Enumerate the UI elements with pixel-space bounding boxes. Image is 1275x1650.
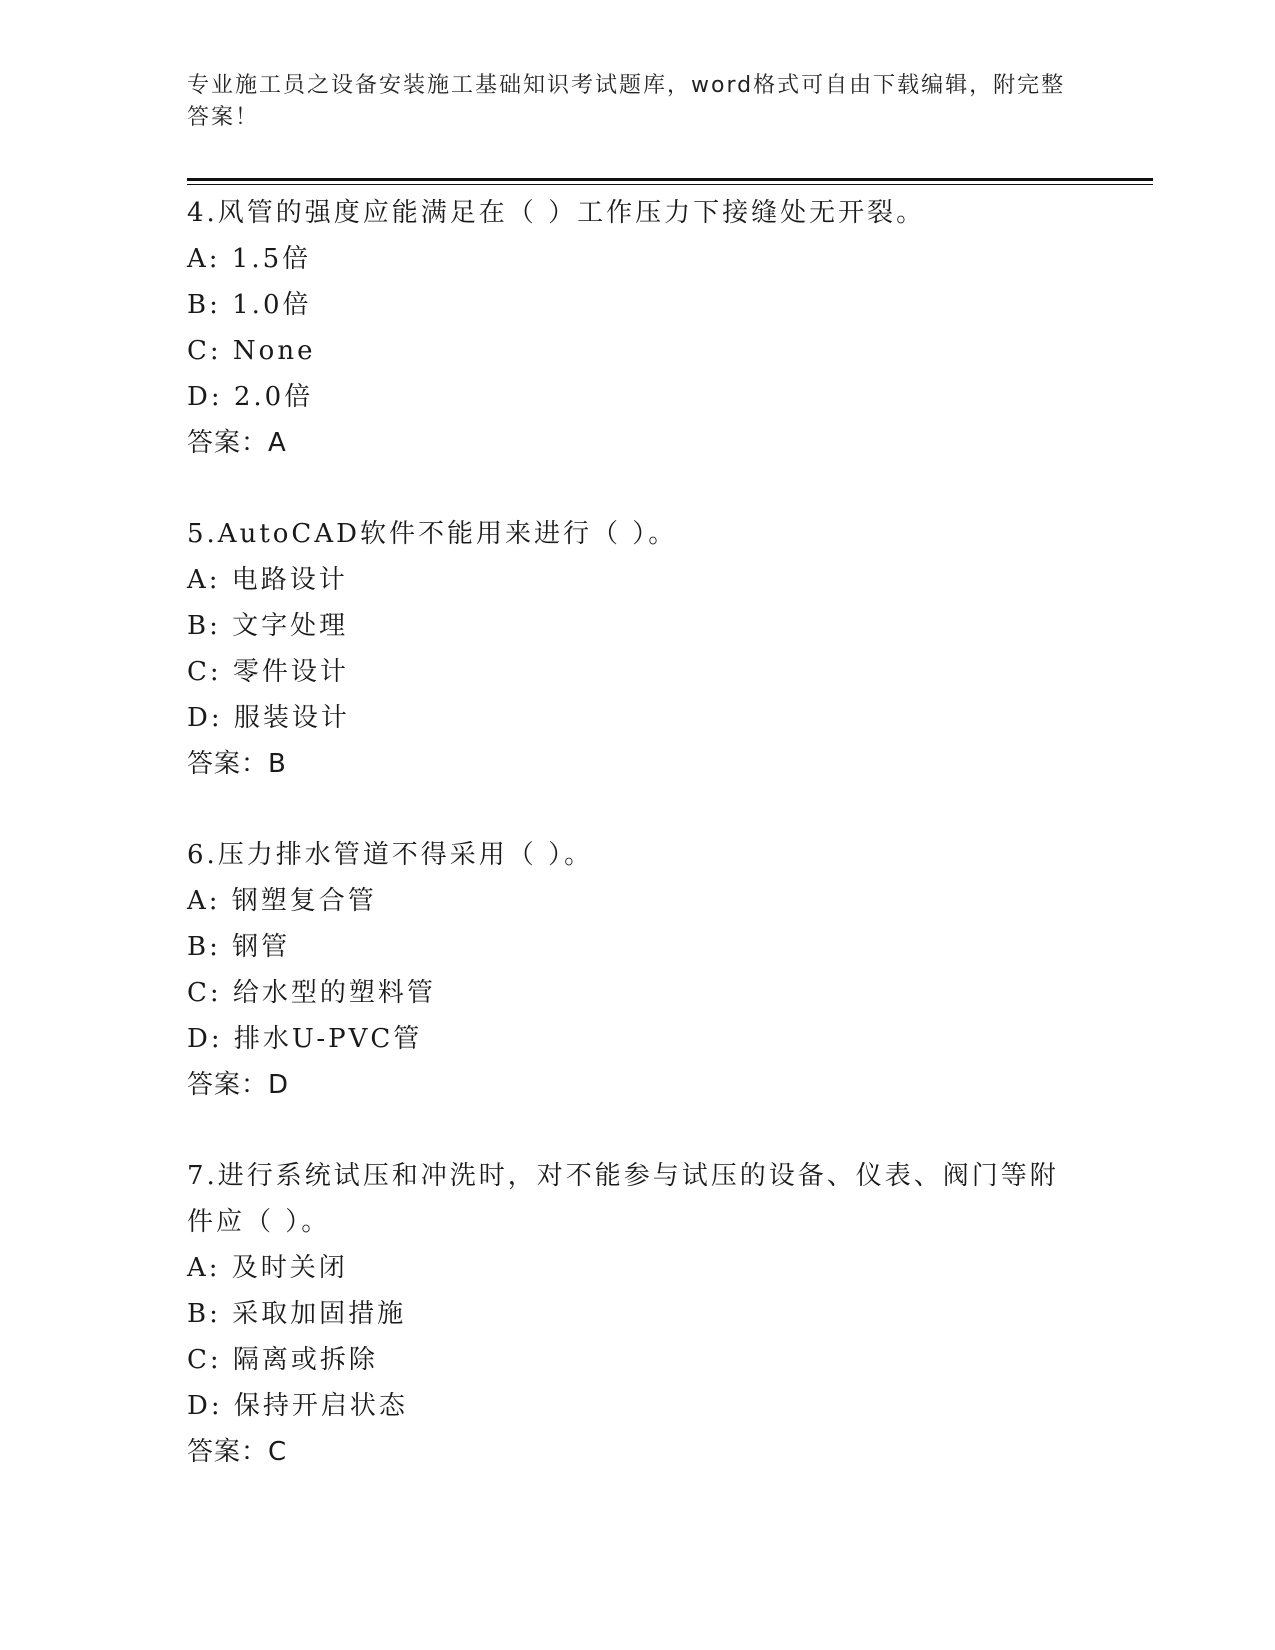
option-c: C: None <box>187 336 316 366</box>
question-stem: 5.AutoCAD软件不能用来进行（ ）。 <box>187 519 678 549</box>
option-c: C: 给水型的塑料管 <box>187 978 436 1008</box>
answer-line: 答案：D <box>187 1070 290 1100</box>
option-b: B: 钢管 <box>187 932 291 962</box>
question-5 <box>187 511 1087 787</box>
option-a: A: 及时关闭 <box>187 1253 348 1283</box>
header-divider-thick <box>187 178 1153 181</box>
answer-line: 答案：B <box>187 749 287 779</box>
answer-line: 答案：C <box>187 1437 288 1467</box>
option-a: A: 1.5倍 <box>187 244 312 274</box>
question-list <box>187 190 1087 1520</box>
option-d: D: 服装设计 <box>187 703 350 733</box>
option-d: D: 保持开启状态 <box>187 1391 408 1421</box>
question-stem: 6.压力排水管道不得采用（ ）。 <box>187 840 594 870</box>
option-b: B: 1.0倍 <box>187 290 312 320</box>
option-a: A: 钢塑复合管 <box>187 886 377 916</box>
option-b: B: 采取加固措施 <box>187 1299 407 1329</box>
question-stem: 7.进行系统试压和冲洗时，对不能参与试压的设备、仪表、阀门等附件应（ ）。 <box>187 1161 1059 1237</box>
option-c: C: 隔离或拆除 <box>187 1345 378 1375</box>
option-c: C: 零件设计 <box>187 657 349 687</box>
answer-line: 答案：A <box>187 428 287 458</box>
document-header: 专业施工员之设备安装施工基础知识考试题库，word格式可自由下载编辑，附完整答案！ <box>187 73 1066 130</box>
option-d: D: 2.0倍 <box>187 382 314 412</box>
option-b: B: 文字处理 <box>187 611 349 641</box>
option-a: A: 电路设计 <box>187 565 348 595</box>
option-d: D: 排水U-PVC管 <box>187 1024 423 1054</box>
question-7 <box>187 1153 1087 1475</box>
question-stem: 4.风管的强度应能满足在（ ）工作压力下接缝处无开裂。 <box>187 198 926 228</box>
header-divider-thin <box>187 184 1153 185</box>
question-4 <box>187 190 1087 466</box>
question-6 <box>187 832 1087 1108</box>
